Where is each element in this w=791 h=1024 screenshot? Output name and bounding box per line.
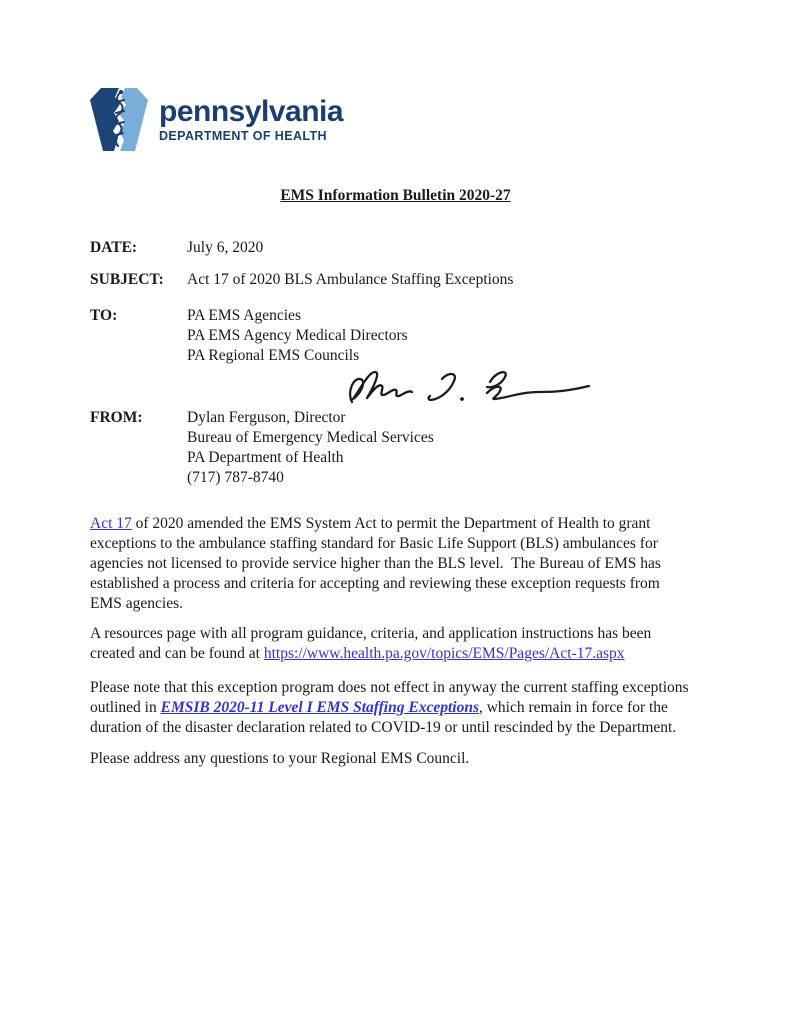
paragraph-resources-page (90, 624, 791, 664)
text-run: Please address any questions to your Regional EMS Council. (90, 750, 470, 767)
text-run: outlined in (90, 699, 161, 716)
text-run: duration of the disaster declaration related to COVID-19 or until rescinded by the Department. (90, 719, 677, 736)
meta-row-from (90, 408, 791, 488)
signature-image (346, 366, 598, 412)
text-line (90, 514, 791, 534)
pa-keystone-caduceus-icon (90, 88, 148, 152)
logo-department-line: DEPARTMENT OF HEALTH (159, 129, 327, 143)
from-label: FROM: (90, 409, 143, 426)
text-line (90, 678, 791, 698)
hyperlink[interactable]: Act 17 (90, 515, 132, 532)
bulletin-title: EMS Information Bulletin 2020-27 (280, 187, 511, 204)
text-line (90, 644, 791, 664)
hyperlink[interactable]: https://www.health.pa.gov/topics/EMS/Pages/Act-17.aspx (263, 645, 625, 662)
text-line (90, 554, 791, 574)
text-run: EMS agencies. (90, 595, 183, 612)
paragraph-act-17-summary (90, 514, 791, 614)
date-label: DATE: (90, 239, 138, 256)
paragraph-emsib-note (90, 678, 791, 738)
text-run: established a process and criteria for accepting and reviewing these exception requests from (90, 575, 660, 592)
subject-label: SUBJECT: (90, 271, 164, 288)
paragraph-questions (90, 749, 791, 769)
meta-row-date (90, 238, 791, 258)
text-line: PA EMS Agency Medical Directors (187, 327, 408, 344)
text-line (90, 718, 791, 738)
text-line: PA Department of Health (187, 449, 344, 466)
text-line (90, 698, 791, 718)
pa-doh-logo (90, 0, 791, 152)
from-value (187, 408, 434, 488)
text-line (90, 624, 791, 644)
logo-text (159, 97, 343, 143)
subject-value: Act 17 of 2020 BLS Ambulance Staffing Exceptions (187, 271, 514, 288)
text-line: Dylan Ferguson, Director (187, 409, 346, 426)
text-run: exceptions to the ambulance staffing standard for Basic Life Support (BLS) ambulances for (90, 535, 658, 552)
text-line (90, 534, 791, 554)
meta-row-to (90, 306, 791, 366)
meta-row-subject (90, 270, 791, 290)
logo-wordmark: pennsylvania (159, 95, 344, 128)
text-run: of 2020 amended the EMS System Act to permit the Department of Health to grant (131, 515, 651, 532)
hyperlink[interactable]: EMSIB 2020-11 Level I EMS Staffing Exceptions (160, 699, 479, 716)
text-line (90, 574, 791, 594)
text-run: Please note that this exception program does not effect in anyway the current staffing exceptions (90, 679, 689, 696)
text-line (90, 749, 791, 769)
date-value: July 6, 2020 (187, 239, 264, 256)
text-line: (717) 787-8740 (187, 469, 284, 486)
text-line: PA EMS Agencies (187, 307, 301, 324)
text-line: Bureau of Emergency Medical Services (187, 429, 434, 446)
to-label: TO: (90, 307, 118, 324)
text-run: A resources page with all program guidance, criteria, and application instructions has been (90, 625, 652, 642)
text-run: created and can be found at (90, 645, 264, 662)
text-line: PA Regional EMS Councils (187, 347, 360, 364)
text-run: , which remain in force for the (478, 699, 668, 716)
to-value (187, 306, 408, 366)
text-line (90, 594, 791, 614)
text-run: agencies not licensed to provide service higher than the BLS level. The Bureau of EMS has (90, 555, 661, 572)
